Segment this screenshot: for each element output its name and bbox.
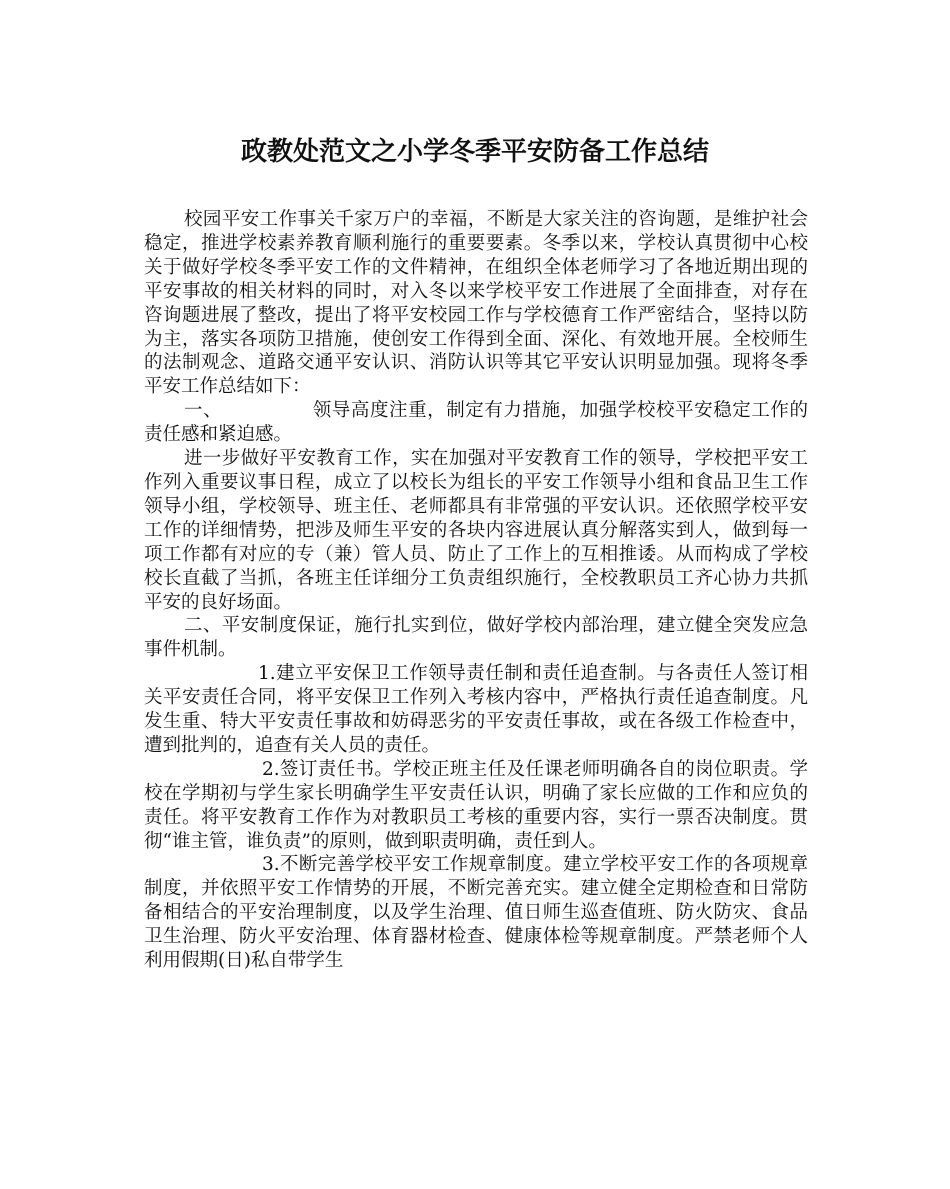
section-1-heading [144, 399, 808, 447]
section-1-number: 一、 [184, 400, 223, 422]
section-1-heading-text: 领导高度注重，制定有力措施，加强学校校平安稳定工作的责任感和紧迫感。 [144, 400, 808, 446]
paragraph-section-1-body: 进一步做好平安教育工作，实在加强对平安教育工作的领导，学校把平安工作列入重要议事日程，成立了以校长为组长的平安工作领导小组和食品卫生工作领导小组，学校领导、班主任、老师都具有非常强的平安认识。还依照学校平安工作的详细情势，把涉及师生平安的各块内容进展认真分解落实到人，做到每一项工作都有对应的专（兼）管人员、防止了工作上的互相推诿。从而构成了学校校长直截了当抓，各班主任详细分工负责组织施行，全校教职员工齐心协力共抓平安的良好场面。 [144, 448, 808, 613]
document-body [144, 208, 808, 973]
paragraph-item-1: 1.建立平安保卫工作领导责任制和责任追查制。与各责任人签订相关平安责任合同，将平安保卫工作列入考核内容中，严格执行责任追查制度。凡发生重、特大平安责任事故和妨碍恶劣的平安责任事故，或在各级工作检查中，遭到批判的，追查有关人员的责任。 [144, 663, 808, 756]
document-title: 政教处范文之小学冬季平安防备工作总结 [240, 137, 709, 167]
paragraph-item-2: 2.签订责任书。学校正班主任及任课老师明确各自的岗位职责。学校在学期初与学生家长明确学生平安责任认识，明确了家长应做的工作和应负的责任。将平安教育工作作为对教职员工考核的重要内容，实行一票否决制度。贯彻“谁主管，谁负责”的原则，做到职责明确，责任到人。 [144, 758, 808, 852]
section-2-heading: 二、平安制度保证，施行扎实到位，做好学校内部治理，建立健全突发应急事件机制。 [144, 615, 808, 661]
paragraph-item-3: 3.不断完善学校平安工作规章制度。建立学校平安工作的各项规章制度，并依照平安工作情势的开展，不断完善充实。建立健全定期检查和日常防备相结合的平安治理制度，以及学生治理、值日师生巡查值班、防火防灾、食品卫生治理、防火平安治理、体育器材检查、健康体检等规章制度。严禁老师个人利用假期(日)私自带学生 [144, 854, 808, 972]
paragraph-intro: 校园平安工作事关千家万户的幸福，不断是大家关注的咨询题，是维护社会稳定，推进学校素养教育顺利施行的重要要素。冬季以来，学校认真贯彻中心校关于做好学校冬季平安工作的文件精神，在组织全体老师学习了各地近期出现的平安事故的相关材料的同时，对入冬以来学校平安工作进展了全面排查，对存在咨询题进展了整改，提出了将平安校园工作与学校德育工作严密结合，坚持以防为主，落实各项防卫措施，使创安工作得到全面、深化、有效地开展。全校师生的法制观念、道路交通平安认识、消防认识等其它平安认识明显加强。现将冬季平安工作总结如下： [144, 209, 808, 398]
